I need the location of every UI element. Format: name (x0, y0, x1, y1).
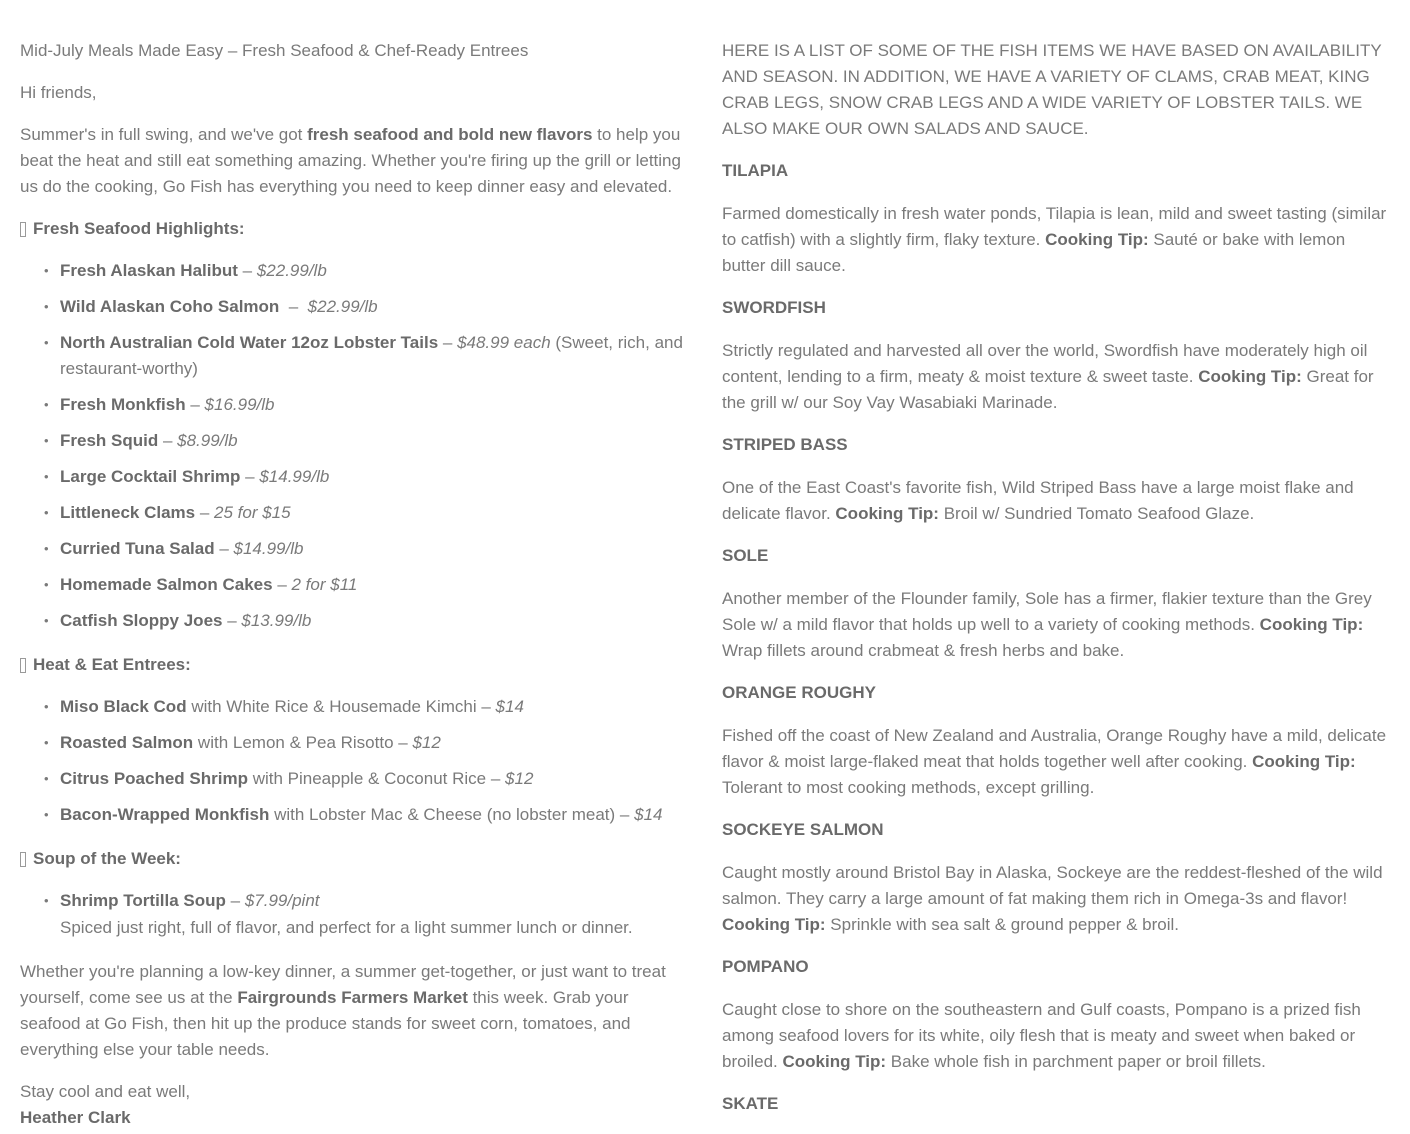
item-name: Fresh Alaskan Halibut (60, 261, 238, 280)
list-item (20, 330, 692, 382)
fish-description (722, 860, 1392, 938)
item-name: Curried Tuna Salad (60, 539, 215, 558)
cooking-tip-label: Cooking Tip: (1252, 752, 1356, 771)
cooking-tip-label: Cooking Tip: (835, 504, 939, 523)
fish-description (722, 723, 1392, 801)
fish-description (722, 201, 1392, 279)
cooking-tip-label: Cooking Tip: (1259, 615, 1364, 634)
cooking-tip-text: Tolerant to most cooking methods, except grilling. (722, 778, 1095, 797)
entrees-heading (20, 652, 692, 678)
soup-list (20, 888, 692, 941)
cooking-tip-label: Cooking Tip: (782, 1052, 887, 1071)
fish-desc-text: Caught mostly around Bristol Bay in Alaska, Sockeye are the reddest-fleshed of the wild salmon. They carry a large amount of fat making them rich in Omega-3s and flavor! (722, 863, 1383, 908)
item-separator: – (272, 575, 292, 594)
highlights-heading-text: Fresh Seafood Highlights: (33, 219, 245, 238)
item-desc: with Lobster Mac & Cheese (no lobster meat) – (269, 805, 635, 824)
fish-description (722, 586, 1392, 664)
item-price: $14.99/lb (233, 539, 304, 558)
market-name: Fairgrounds Farmers Market (237, 988, 468, 1007)
cooking-tip-label: Cooking Tip: (722, 915, 826, 934)
item-separator: – (222, 611, 242, 630)
list-item (20, 888, 692, 941)
email-column (20, 38, 692, 1131)
soup-heading-text: Soup of the Week: (33, 849, 181, 868)
fish-list-column (722, 38, 1392, 1134)
fish-desc-text: Caught close to shore on the southeastern and Gulf coasts, Pompano is a prized fish among seafood lovers for its white, oily flesh that is meaty and sweet when baked or broiled. (722, 1000, 1361, 1071)
list-item (20, 766, 692, 792)
item-separator: – (195, 503, 215, 522)
soup-description: Spiced just right, full of flavor, and perfect for a light summer lunch or dinner. (60, 918, 633, 937)
cooking-tip-text: Sauté or bake with lemon butter dill sauce. (722, 230, 1346, 275)
intro-paragraph (20, 122, 692, 200)
item-name: Catfish Sloppy Joes (60, 611, 223, 630)
item-name: Fresh Squid (60, 431, 159, 450)
list-item (20, 536, 692, 562)
item-separator: – (185, 395, 205, 414)
fish-name: TILAPIA (722, 161, 789, 180)
fish-desc-text: Farmed domestically in fresh water ponds, Tilapia is lean, mild and sweet tasting (similar to catfish) with a slightly firm, flaky texture. (722, 204, 1387, 249)
item-name: Littleneck Clams (60, 503, 196, 522)
item-separator: – (214, 539, 234, 558)
list-item (20, 608, 692, 634)
missing-glyph-icon (20, 658, 26, 673)
item-price: $14.99/lb (259, 467, 330, 486)
fish-desc-text: Fished off the coast of New Zealand and Australia, Orange Roughy have a mild, delicate flavor & moist large-flaked meat that holds together well after cooking. (722, 726, 1387, 771)
cooking-tip-text: Great for the grill w/ our Soy Vay Wasabiaki Marinade. (722, 367, 1374, 412)
soup-name: Shrimp Tortilla Soup (60, 891, 226, 910)
email-subject: Mid-July Meals Made Easy – Fresh Seafood & Chef-Ready Entrees (20, 41, 529, 60)
item-price: $12 (412, 733, 441, 752)
item-price: $22.99/lb (307, 297, 378, 316)
greeting: Hi friends, (20, 83, 97, 102)
item-name: North Australian Cold Water 12oz Lobster Tails (60, 333, 439, 352)
list-item (20, 500, 692, 526)
intro-text: Summer's in full swing, and we've got (20, 125, 308, 144)
fish-name: POMPANO (722, 957, 809, 976)
item-desc: with Lemon & Pea Risotto – (193, 733, 413, 752)
cooking-tip-text: Bake whole fish in parchment paper or broil fillets. (886, 1052, 1266, 1071)
list-item (20, 428, 692, 454)
fish-name: SWORDFISH (722, 298, 826, 317)
list-item (20, 258, 692, 284)
cooking-tip-label: Cooking Tip: (1045, 230, 1149, 249)
soup-price: $7.99/pint (244, 891, 320, 910)
item-price: $14 (495, 697, 524, 716)
signature-name: Heather Clark (20, 1108, 131, 1127)
cooking-tip-text: Broil w/ Sundried Tomato Seafood Glaze. (938, 504, 1255, 523)
list-item (20, 802, 692, 828)
highlights-heading (20, 216, 692, 242)
missing-glyph-icon (20, 222, 26, 237)
item-price: $16.99/lb (204, 395, 275, 414)
fish-desc-text: Strictly regulated and harvested all over the world, Swordfish have moderately high oil content, lending to a firm, meaty & moist texture & sweet taste. (722, 341, 1368, 386)
cooking-tip-text: Sprinkle with sea salt & ground pepper & broil. (825, 915, 1179, 934)
signoff: Stay cool and eat well, (20, 1082, 191, 1101)
item-price: $8.99/lb (177, 431, 238, 450)
item-name: Homemade Salmon Cakes (60, 575, 273, 594)
cooking-tip-label: Cooking Tip: (1198, 367, 1302, 386)
item-desc: with Pineapple & Coconut Rice – (247, 769, 506, 788)
item-price: $13.99/lb (241, 611, 312, 630)
missing-glyph-icon (20, 852, 26, 867)
item-name: Fresh Monkfish (60, 395, 186, 414)
item-price: $22.99/lb (256, 261, 327, 280)
item-separator: – (237, 261, 257, 280)
entrees-list (20, 694, 692, 828)
fish-name: SOCKEYE SALMON (722, 820, 884, 839)
list-item (20, 694, 692, 720)
fish-name: SOLE (722, 546, 769, 565)
fish-desc-text: One of the East Coast's favorite fish, Wild Striped Bass have a large moist flake and delicate flavor. (722, 478, 1354, 523)
list-item (20, 730, 692, 756)
item-name: Roasted Salmon (60, 733, 194, 752)
item-separator: – (279, 297, 308, 316)
list-item (20, 572, 692, 598)
item-name: Miso Black Cod (60, 697, 187, 716)
item-price: 2 for $11 (291, 575, 358, 594)
closing-paragraph (20, 959, 692, 1063)
signature (20, 1105, 692, 1131)
intro-emphasis: fresh seafood and bold new flavors (307, 125, 593, 144)
item-separator: – (240, 467, 260, 486)
highlights-list (20, 258, 692, 634)
soup-heading (20, 846, 692, 872)
item-desc: with White Rice & Housemade Kimchi – (186, 697, 496, 716)
cooking-tip-text: Wrap fillets around crabmeat & fresh herbs and bake. (722, 641, 1125, 660)
closing-text-rest: this week. Grab your seafood at Go Fish, then hit up the produce stands for sweet corn, tomatoes, and everything else your table needs. (20, 988, 631, 1059)
fish-list-intro: HERE IS A LIST OF SOME OF THE FISH ITEMS WE HAVE BASED ON AVAILABILITY AND SEASON. IN ADDITION, WE HAVE A VARIETY OF CLAMS, CRAB MEAT, KING CRAB LEGS, SNOW CRAB LEGS AND A WIDE VARIETY OF LOBSTER TAILS. WE ALSO MAKE OUR OWN SALADS AND SAUCE. (722, 41, 1382, 138)
item-price: 25 for $15 (214, 503, 291, 522)
closing-text: Whether you're planning a low-key dinner, a summer get-together, or just want to treat yourself, come see us at the (20, 962, 666, 1007)
entrees-heading-text: Heat & Eat Entrees: (33, 655, 191, 674)
fish-description (722, 338, 1392, 416)
fish-name: ORANGE ROUGHY (722, 683, 876, 702)
item-note: (Sweet, rich, and restaurant-worthy) (60, 333, 683, 378)
fish-name: STRIPED BASS (722, 435, 848, 454)
item-separator: – (225, 891, 245, 910)
item-name: Bacon-Wrapped Monkfish (60, 805, 270, 824)
list-item (20, 392, 692, 418)
fish-desc-text: Another member of the Flounder family, Sole has a firmer, flakier texture than the Grey Sole w/ a mild flavor that holds up well to a variety of cooking methods. (722, 589, 1372, 634)
list-item (20, 294, 692, 320)
item-name: Citrus Poached Shrimp (60, 769, 248, 788)
item-price: $14 (634, 805, 663, 824)
list-item (20, 464, 692, 490)
item-price: $12 (505, 769, 534, 788)
fish-description (722, 997, 1392, 1075)
intro-text-rest: to help you beat the heat and still eat something amazing. Whether you're firing up the grill or letting us do the cooking, Go Fish has everything you need to keep dinner easy and elevated. (20, 125, 681, 196)
fish-name: SKATE (722, 1094, 779, 1113)
item-name: Large Cocktail Shrimp (60, 467, 241, 486)
item-separator: – (158, 431, 178, 450)
item-separator: – (438, 333, 458, 352)
item-name: Wild Alaskan Coho Salmon (60, 297, 280, 316)
fish-description (722, 475, 1392, 527)
item-price: $48.99 each (457, 333, 551, 352)
